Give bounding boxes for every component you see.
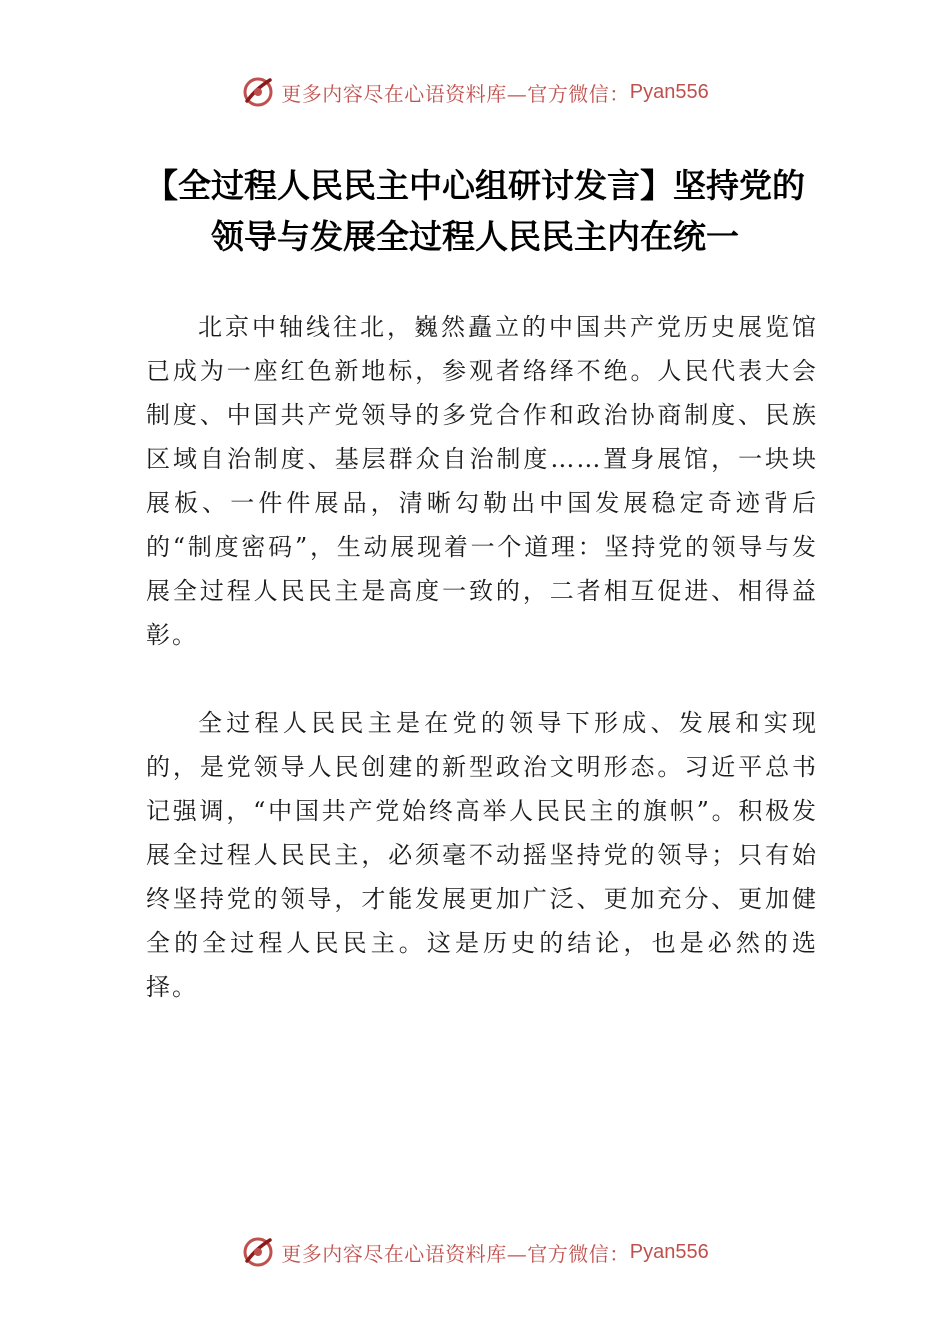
document-title: 【全过程人民民主中心组研讨发言】坚持党的领导与发展全过程人民民主内在统一 (145, 166, 805, 256)
header-banner-text: 更多内容尽在心语资料库—官方微信： (281, 81, 630, 106)
document-body (146, 305, 818, 1009)
brush-logo-icon (241, 1235, 275, 1269)
brush-logo-icon (241, 75, 275, 109)
footer-banner-text: 更多内容尽在心语资料库—官方微信： (281, 1241, 630, 1266)
footer-wechat-id: Pyan556 (629, 1240, 709, 1263)
header-banner (0, 72, 950, 112)
footer-banner (0, 1232, 950, 1272)
paragraph: 北京中轴线往北，巍然矗立的中国共产党历史展览馆已成为一座红色新地标，参观者络绎不绝。人民代表大会制度、中国共产党领导的多党合作和政治协商制度、民族区域自治制度、基层群众自治制度……置身展馆，一块块展板、一件件展品，清晰勾勒出中国发展稳定奇迹背后的“制度密码”，生动展现着一个道理：坚持党的领导与发展全过程人民民主是高度一致的，二者相互促进、相得益彰。 (146, 313, 818, 649)
header-wechat-id: Pyan556 (629, 80, 709, 103)
paragraph: 全过程人民民主是在党的领导下形成、发展和实现的，是党领导人民创建的新型政治文明形态。习近平总书记强调，“中国共产党始终高举人民民主的旗帜”。积极发展全过程人民民主，必须毫不动摇坚持党的领导；只有始终坚持党的领导，才能发展更加广泛、更加充分、更加健全的全过程人民民主。这是历史的结论，也是必然的选择。 (146, 709, 818, 1001)
